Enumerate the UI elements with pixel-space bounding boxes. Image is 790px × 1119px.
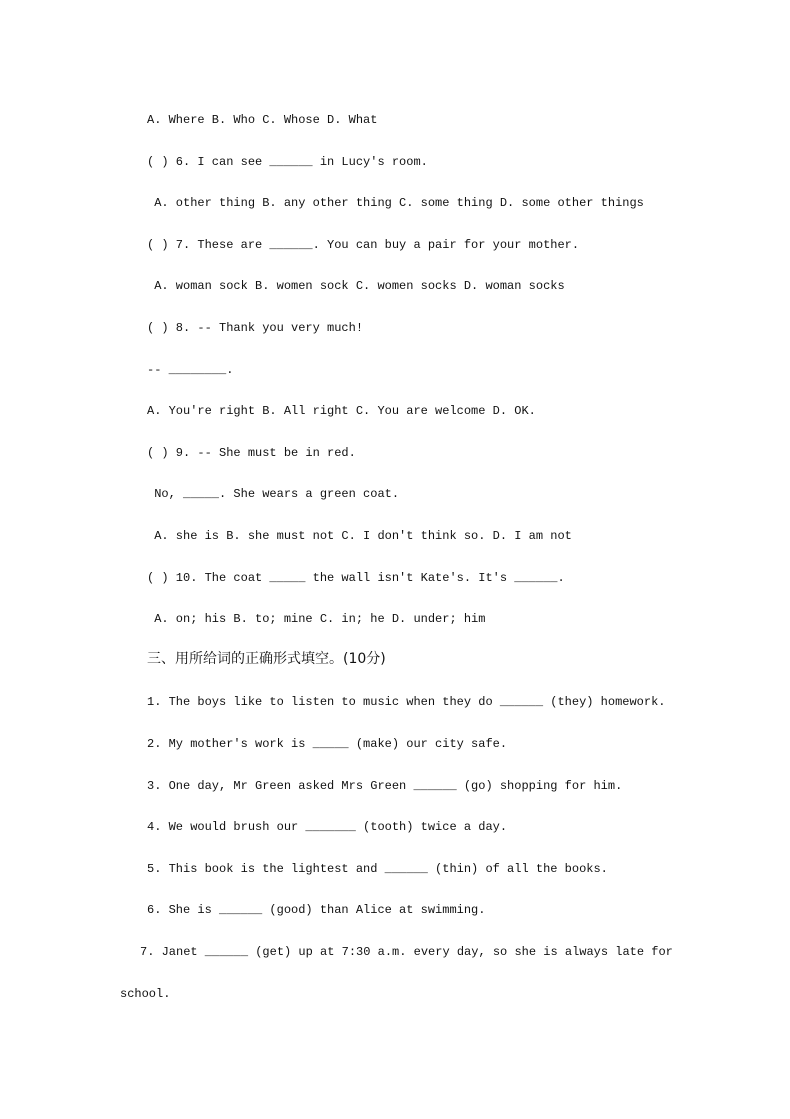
fill-item-7-continued: school. bbox=[120, 987, 171, 1001]
fill-item-7: 7. Janet ______ (get) up at 7:30 a.m. every day, so she is always late for bbox=[140, 945, 673, 959]
q5-options: A. Where B. Who C. Whose D. What bbox=[147, 113, 378, 127]
q9-stem: ( ) 9. -- She must be in red. bbox=[147, 446, 356, 460]
fill-item-5: 5. This book is the lightest and ______ (thin) of all the books. bbox=[147, 862, 608, 876]
fill-item-4: 4. We would brush our _______ (tooth) twice a day. bbox=[147, 820, 508, 834]
section-three-heading: 三、用所给词的正确形式填空。(10分) bbox=[147, 651, 386, 667]
q7-options: A. woman sock B. women sock C. women socks D. woman socks bbox=[147, 279, 565, 293]
q9-reply: No, _____. She wears a green coat. bbox=[147, 487, 400, 501]
q9-options: A. she is B. she must not C. I don't think so. D. I am not bbox=[147, 529, 572, 543]
q10-stem: ( ) 10. The coat _____ the wall isn't Kate's. It's ______. bbox=[147, 571, 565, 585]
q10-options: A. on; his B. to; mine C. in; he D. under; him bbox=[147, 612, 486, 626]
q8-reply: -- ________. bbox=[147, 363, 234, 377]
q6-stem: ( ) 6. I can see ______ in Lucy's room. bbox=[147, 155, 428, 169]
fill-item-1: 1. The boys like to listen to music when they do ______ (they) homework. bbox=[147, 695, 666, 709]
q6-options: A. other thing B. any other thing C. some thing D. some other things bbox=[147, 196, 644, 210]
fill-item-6: 6. She is ______ (good) than Alice at swimming. bbox=[147, 903, 486, 917]
fill-item-3: 3. One day, Mr Green asked Mrs Green ______ (go) shopping for him. bbox=[147, 779, 623, 793]
q8-stem: ( ) 8. -- Thank you very much! bbox=[147, 321, 364, 335]
q8-options: A. You're right B. All right C. You are welcome D. OK. bbox=[147, 404, 536, 418]
fill-item-2: 2. My mother's work is _____ (make) our city safe. bbox=[147, 737, 508, 751]
q7-stem: ( ) 7. These are ______. You can buy a pair for your mother. bbox=[147, 238, 580, 252]
